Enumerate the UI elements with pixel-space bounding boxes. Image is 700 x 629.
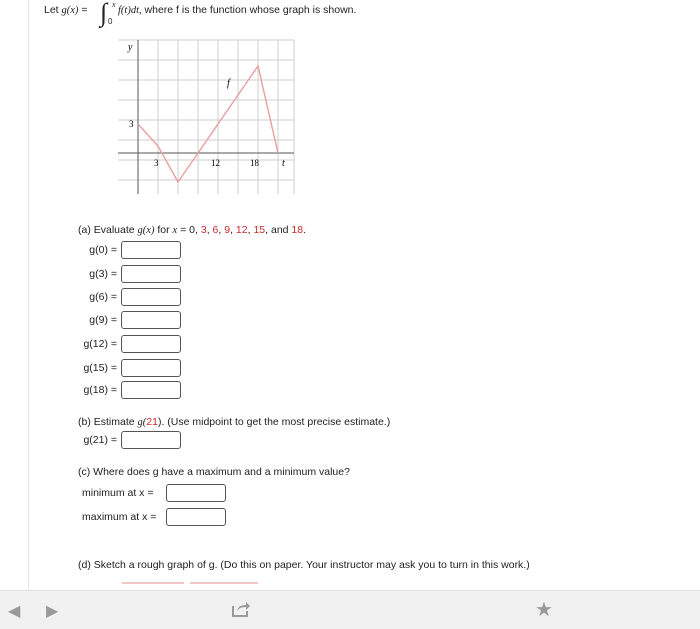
g9-label: g(9) = xyxy=(89,314,117,326)
partial-element xyxy=(122,582,184,584)
g18-label: g(18) = xyxy=(83,384,117,396)
part-c-prompt: (c) Where does g have a maximum and a minimum value? xyxy=(78,466,350,478)
y-axis-label: y xyxy=(128,42,133,53)
let-text: Let xyxy=(44,4,62,16)
integral-lower-limit: 0 xyxy=(108,17,113,26)
star-icon[interactable]: ★ xyxy=(535,599,553,621)
g15-input[interactable] xyxy=(121,359,181,377)
integrand: f(t)dt, xyxy=(118,5,142,16)
part-d-prompt: (d) Sketch a rough graph of g. (Do this on paper. Your instructor may ask you to turn in this work.) xyxy=(78,559,530,571)
equals-sign: = xyxy=(81,4,88,16)
prev-icon[interactable]: ◀ xyxy=(8,603,21,620)
g21-label: g(21) = xyxy=(83,434,117,446)
maximum-input[interactable] xyxy=(166,508,226,526)
g15-label: g(15) = xyxy=(83,362,117,374)
g6-label: g(6) = xyxy=(89,291,117,303)
x-tick-3: 3 xyxy=(154,158,159,168)
problem-statement xyxy=(44,4,87,16)
f-label: f xyxy=(227,78,230,89)
grid-lines xyxy=(118,40,294,194)
left-divider xyxy=(28,0,29,590)
share-icon[interactable] xyxy=(231,600,251,623)
integral-sign: ∫ xyxy=(100,0,108,27)
g3-input[interactable] xyxy=(121,265,181,283)
g3-label: g(3) = xyxy=(89,268,117,280)
g-of-x: g(x) xyxy=(61,5,79,16)
partial-element-2 xyxy=(190,582,258,584)
minimum-label: minimum at x = xyxy=(82,487,154,499)
g9-input[interactable] xyxy=(121,311,181,329)
g12-label: g(12) = xyxy=(83,338,117,350)
problem-rest: where f is the function whose graph is shown. xyxy=(144,4,357,16)
part-b-prompt: (b) Estimate g(21). (Use midpoint to get the most precise estimate.) xyxy=(78,416,391,428)
g6-input[interactable] xyxy=(121,288,181,306)
next-icon[interactable]: ▶ xyxy=(46,603,59,620)
x-tick-12: 12 xyxy=(211,158,220,168)
function-graph xyxy=(118,36,296,196)
t-axis-label: t xyxy=(282,158,285,169)
g0-label: g(0) = xyxy=(89,244,117,256)
part-a-prompt: (a) Evaluate g(x) for x = 0, 3, 6, 9, 12, 15, and 18. xyxy=(78,224,307,236)
integral-upper-limit: x xyxy=(112,0,116,9)
g0-input[interactable] xyxy=(121,241,181,259)
integrand-text xyxy=(118,4,356,16)
g21-input[interactable] xyxy=(121,431,181,449)
x-tick-18: 18 xyxy=(250,158,259,168)
bottom-nav-bar xyxy=(0,590,700,629)
g18-input[interactable] xyxy=(121,381,181,399)
maximum-label: maximum at x = xyxy=(82,511,157,523)
minimum-input[interactable] xyxy=(166,484,226,502)
g12-input[interactable] xyxy=(121,335,181,353)
y-tick-3: 3 xyxy=(129,119,134,129)
